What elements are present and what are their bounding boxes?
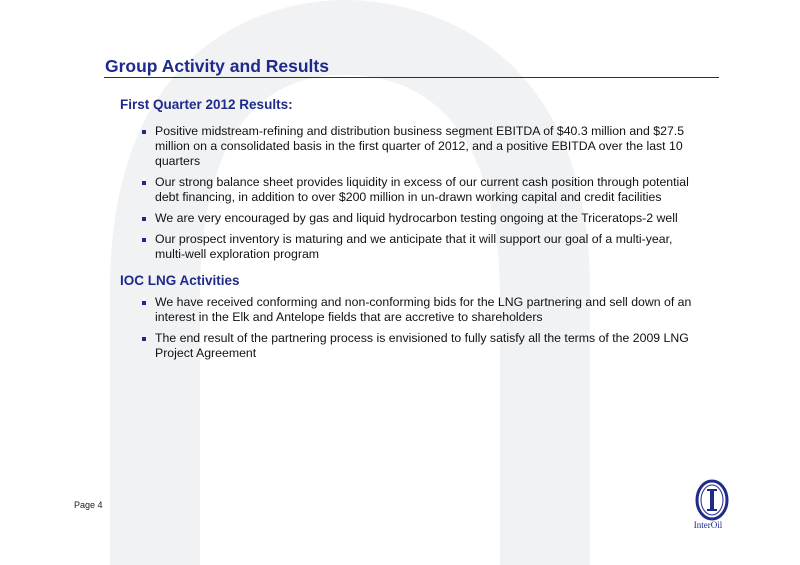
page-number: Page 4 [74,500,103,510]
title-divider [104,77,719,78]
list-item [141,124,701,169]
lng-activities-list [141,295,701,367]
bullet-text: The end result of the partnering process is envisioned to fully satisfy all the terms of the 2009 LNG Project Agreement [155,331,689,360]
bullet-marker [142,181,146,185]
list-item [141,331,701,361]
company-logo-text: InterOil [693,520,723,530]
bullet-text: Our prospect inventory is maturing and we anticipate that it will support our goal of a multi-year, multi-well exploration program [155,232,673,261]
bullet-marker [142,301,146,305]
list-item [141,175,701,205]
section-heading-lng-activities: IOC LNG Activities [120,273,240,288]
section-heading-q1-results: First Quarter 2012 Results: [120,97,293,112]
slide-title: Group Activity and Results [105,56,329,76]
list-item [141,232,701,262]
bullet-text: We have received conforming and non-conforming bids for the LNG partnering and sell down of an interest in the Elk and Antelope fields that are accretive to shareholders [155,295,692,324]
q1-results-list [141,124,701,268]
bullet-text: Positive midstream-refining and distribution business segment EBITDA of $40.3 million and $27.5 million on a consolidated basis in the first quarter of 2012, and a positive EBITDA over the last 10 quarters [155,124,685,168]
bullet-marker [142,238,146,242]
bullet-marker [142,217,146,221]
interoil-logo-icon [692,478,732,522]
bullet-text: We are very encouraged by gas and liquid hydrocarbon testing ongoing at the Triceratops-2 well [155,211,678,225]
bullet-marker [142,337,146,341]
list-item [141,295,701,325]
list-item [141,211,701,226]
bullet-marker [142,130,146,134]
bullet-text: Our strong balance sheet provides liquidity in excess of our current cash position through potential debt financing, in addition to over $200 million in un-drawn working capital and credit facilities [155,175,689,204]
